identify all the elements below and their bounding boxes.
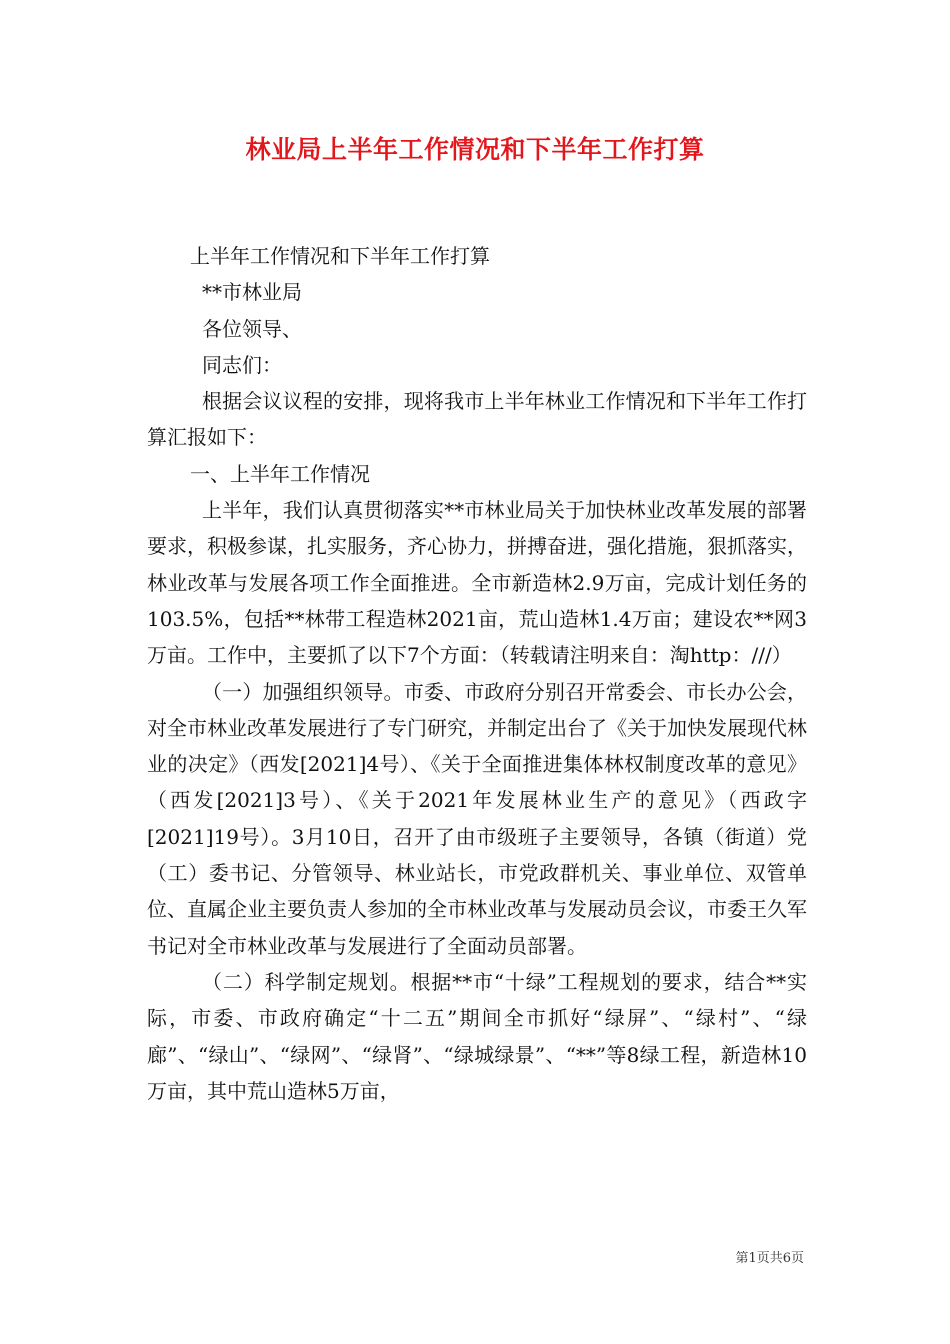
page-number: 第1页共6页: [735, 1251, 804, 1266]
document-subtitle: 上半年工作情况和下半年工作打算: [190, 244, 490, 268]
intro-paragraph: 根据会议议程的安排，现将我市上半年林业工作情况和下半年工作打算汇报如下：: [147, 389, 807, 450]
section-heading: 一、上半年工作情况: [190, 461, 370, 486]
section-paragraph: 上半年，我们认真贯彻落实**市林业局关于加快林业改革发展的部署要求，积极参谋，扎实服务，齐心协力，拼搏奋进，强化措施，狠抓落实，林业改革与发展各项工作全面推进。全市新造林2.9万亩，完成计划任务的103.5%，包括**林带工程造林2021亩，荒山造林1.4万亩；建设农**网3万亩。工作中，主要抓了以下7个方面：（转载请注明来自：淘http：///）: [147, 498, 807, 668]
item-2-paragraph: （二）科学制定规划。根据**市“十绿”工程规划的要求，结合**实际，市委、市政府确定“十二五”期间全市抓好“绿屏”、“绿村”、“绿廊”、“绿山”、“绿网”、“绿肾”、“绿城绿景”、“**”等8绿工程，新造林10万亩，其中荒山造林5万亩，: [147, 969, 807, 1103]
document-title: 林业局上半年工作情况和下半年工作打算: [245, 135, 705, 164]
document-body: [147, 238, 807, 1109]
greeting-line-1: 各位领导、: [202, 316, 302, 341]
greeting-line-2: 同志们：: [202, 352, 282, 377]
organization-name: **市林业局: [202, 280, 302, 305]
item-1-paragraph: （一）加强组织领导。市委、市政府分别召开常委会、市长办公会，对全市林业改革发展进行了专门研究，并制定出台了《关于加快发展现代林业的决定》（西发[2021]4号）、《关于全面推进集体林权制度改革的意见》（西发[2021]3号）、《关于2021年发展林业生产的意见》（西政字[2021]19号）。3月10日，召开了由市级班子主要领导，各镇（街道）党（工）委书记、分管领导、林业站长，市党政群机关、事业单位、双管单位、直属企业主要负责人参加的全市林业改革与发展动员会议，市委王久军书记对全市林业改革与发展进行了全面动员部署。: [147, 679, 807, 958]
